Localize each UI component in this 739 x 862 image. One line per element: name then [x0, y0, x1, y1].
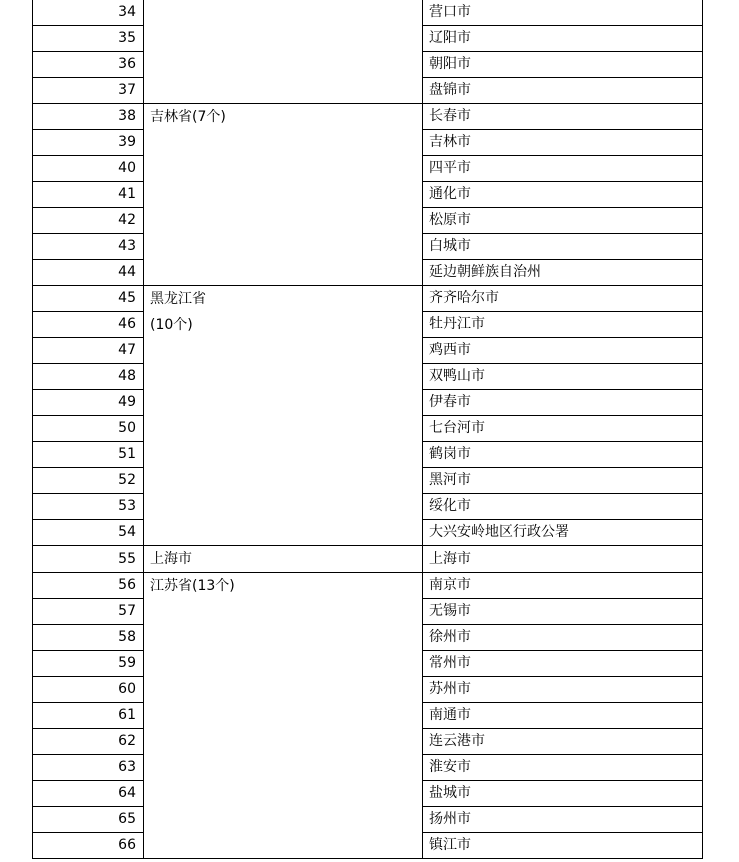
row-number: 48 [33, 364, 144, 390]
city-name: 通化市 [423, 182, 703, 208]
row-number: 64 [33, 781, 144, 807]
province-name: 黑龙江省 [150, 291, 206, 307]
province-cell [144, 573, 423, 859]
city-name: 松原市 [423, 208, 703, 234]
row-number: 61 [33, 703, 144, 729]
province-name: 江苏省(13个) [150, 578, 235, 594]
province-cell [144, 0, 423, 104]
row-number: 54 [33, 520, 144, 546]
city-name: 盘锦市 [423, 78, 703, 104]
province-cell [144, 286, 423, 546]
row-number: 51 [33, 442, 144, 468]
row-number: 65 [33, 807, 144, 833]
row-number: 62 [33, 729, 144, 755]
city-name: 朝阳市 [423, 52, 703, 78]
row-number: 52 [33, 468, 144, 494]
row-number: 40 [33, 156, 144, 182]
table-row [33, 286, 703, 312]
city-name: 南京市 [423, 573, 703, 599]
row-number: 53 [33, 494, 144, 520]
city-name: 黑河市 [423, 468, 703, 494]
province-name: 上海市 [150, 551, 192, 567]
city-name: 常州市 [423, 651, 703, 677]
city-name: 吉林市 [423, 130, 703, 156]
row-number: 43 [33, 234, 144, 260]
row-number: 50 [33, 416, 144, 442]
city-name: 上海市 [423, 546, 703, 573]
province-name: (10个) [150, 317, 193, 333]
row-number: 66 [33, 833, 144, 859]
row-number: 56 [33, 573, 144, 599]
row-number: 58 [33, 625, 144, 651]
row-number: 39 [33, 130, 144, 156]
row-number: 38 [33, 104, 144, 130]
row-number: 35 [33, 26, 144, 52]
row-number: 36 [33, 52, 144, 78]
city-name: 盐城市 [423, 781, 703, 807]
row-number: 44 [33, 260, 144, 286]
row-number: 47 [33, 338, 144, 364]
city-name: 徐州市 [423, 625, 703, 651]
row-number: 34 [33, 0, 144, 26]
row-number: 63 [33, 755, 144, 781]
city-name: 牡丹江市 [423, 312, 703, 338]
city-name: 双鸭山市 [423, 364, 703, 390]
province-cell [144, 104, 423, 286]
row-number: 42 [33, 208, 144, 234]
table-row [33, 104, 703, 130]
city-name: 淮安市 [423, 755, 703, 781]
table-row [33, 573, 703, 599]
city-name: 辽阳市 [423, 26, 703, 52]
row-number: 59 [33, 651, 144, 677]
city-name: 扬州市 [423, 807, 703, 833]
table-row [33, 546, 703, 573]
city-name: 伊春市 [423, 390, 703, 416]
row-number: 37 [33, 78, 144, 104]
row-number: 41 [33, 182, 144, 208]
row-number: 49 [33, 390, 144, 416]
city-name: 延边朝鲜族自治州 [423, 260, 703, 286]
city-name: 四平市 [423, 156, 703, 182]
city-name: 七台河市 [423, 416, 703, 442]
row-number: 46 [33, 312, 144, 338]
city-name: 无锡市 [423, 599, 703, 625]
province-cell [144, 546, 423, 573]
province-name: 吉林省(7个) [150, 109, 226, 125]
city-name: 大兴安岭地区行政公署 [423, 520, 703, 546]
city-name: 连云港市 [423, 729, 703, 755]
table-row [33, 0, 703, 26]
city-name: 镇江市 [423, 833, 703, 859]
city-list-body [33, 0, 703, 859]
row-number: 60 [33, 677, 144, 703]
city-name: 白城市 [423, 234, 703, 260]
city-name: 长春市 [423, 104, 703, 130]
row-number: 57 [33, 599, 144, 625]
row-number: 45 [33, 286, 144, 312]
city-name: 鹤岗市 [423, 442, 703, 468]
city-name: 苏州市 [423, 677, 703, 703]
row-number: 55 [33, 546, 144, 573]
city-name: 南通市 [423, 703, 703, 729]
city-name: 营口市 [423, 0, 703, 26]
city-name: 绥化市 [423, 494, 703, 520]
city-list-table [32, 0, 703, 859]
city-name: 齐齐哈尔市 [423, 286, 703, 312]
city-name: 鸡西市 [423, 338, 703, 364]
